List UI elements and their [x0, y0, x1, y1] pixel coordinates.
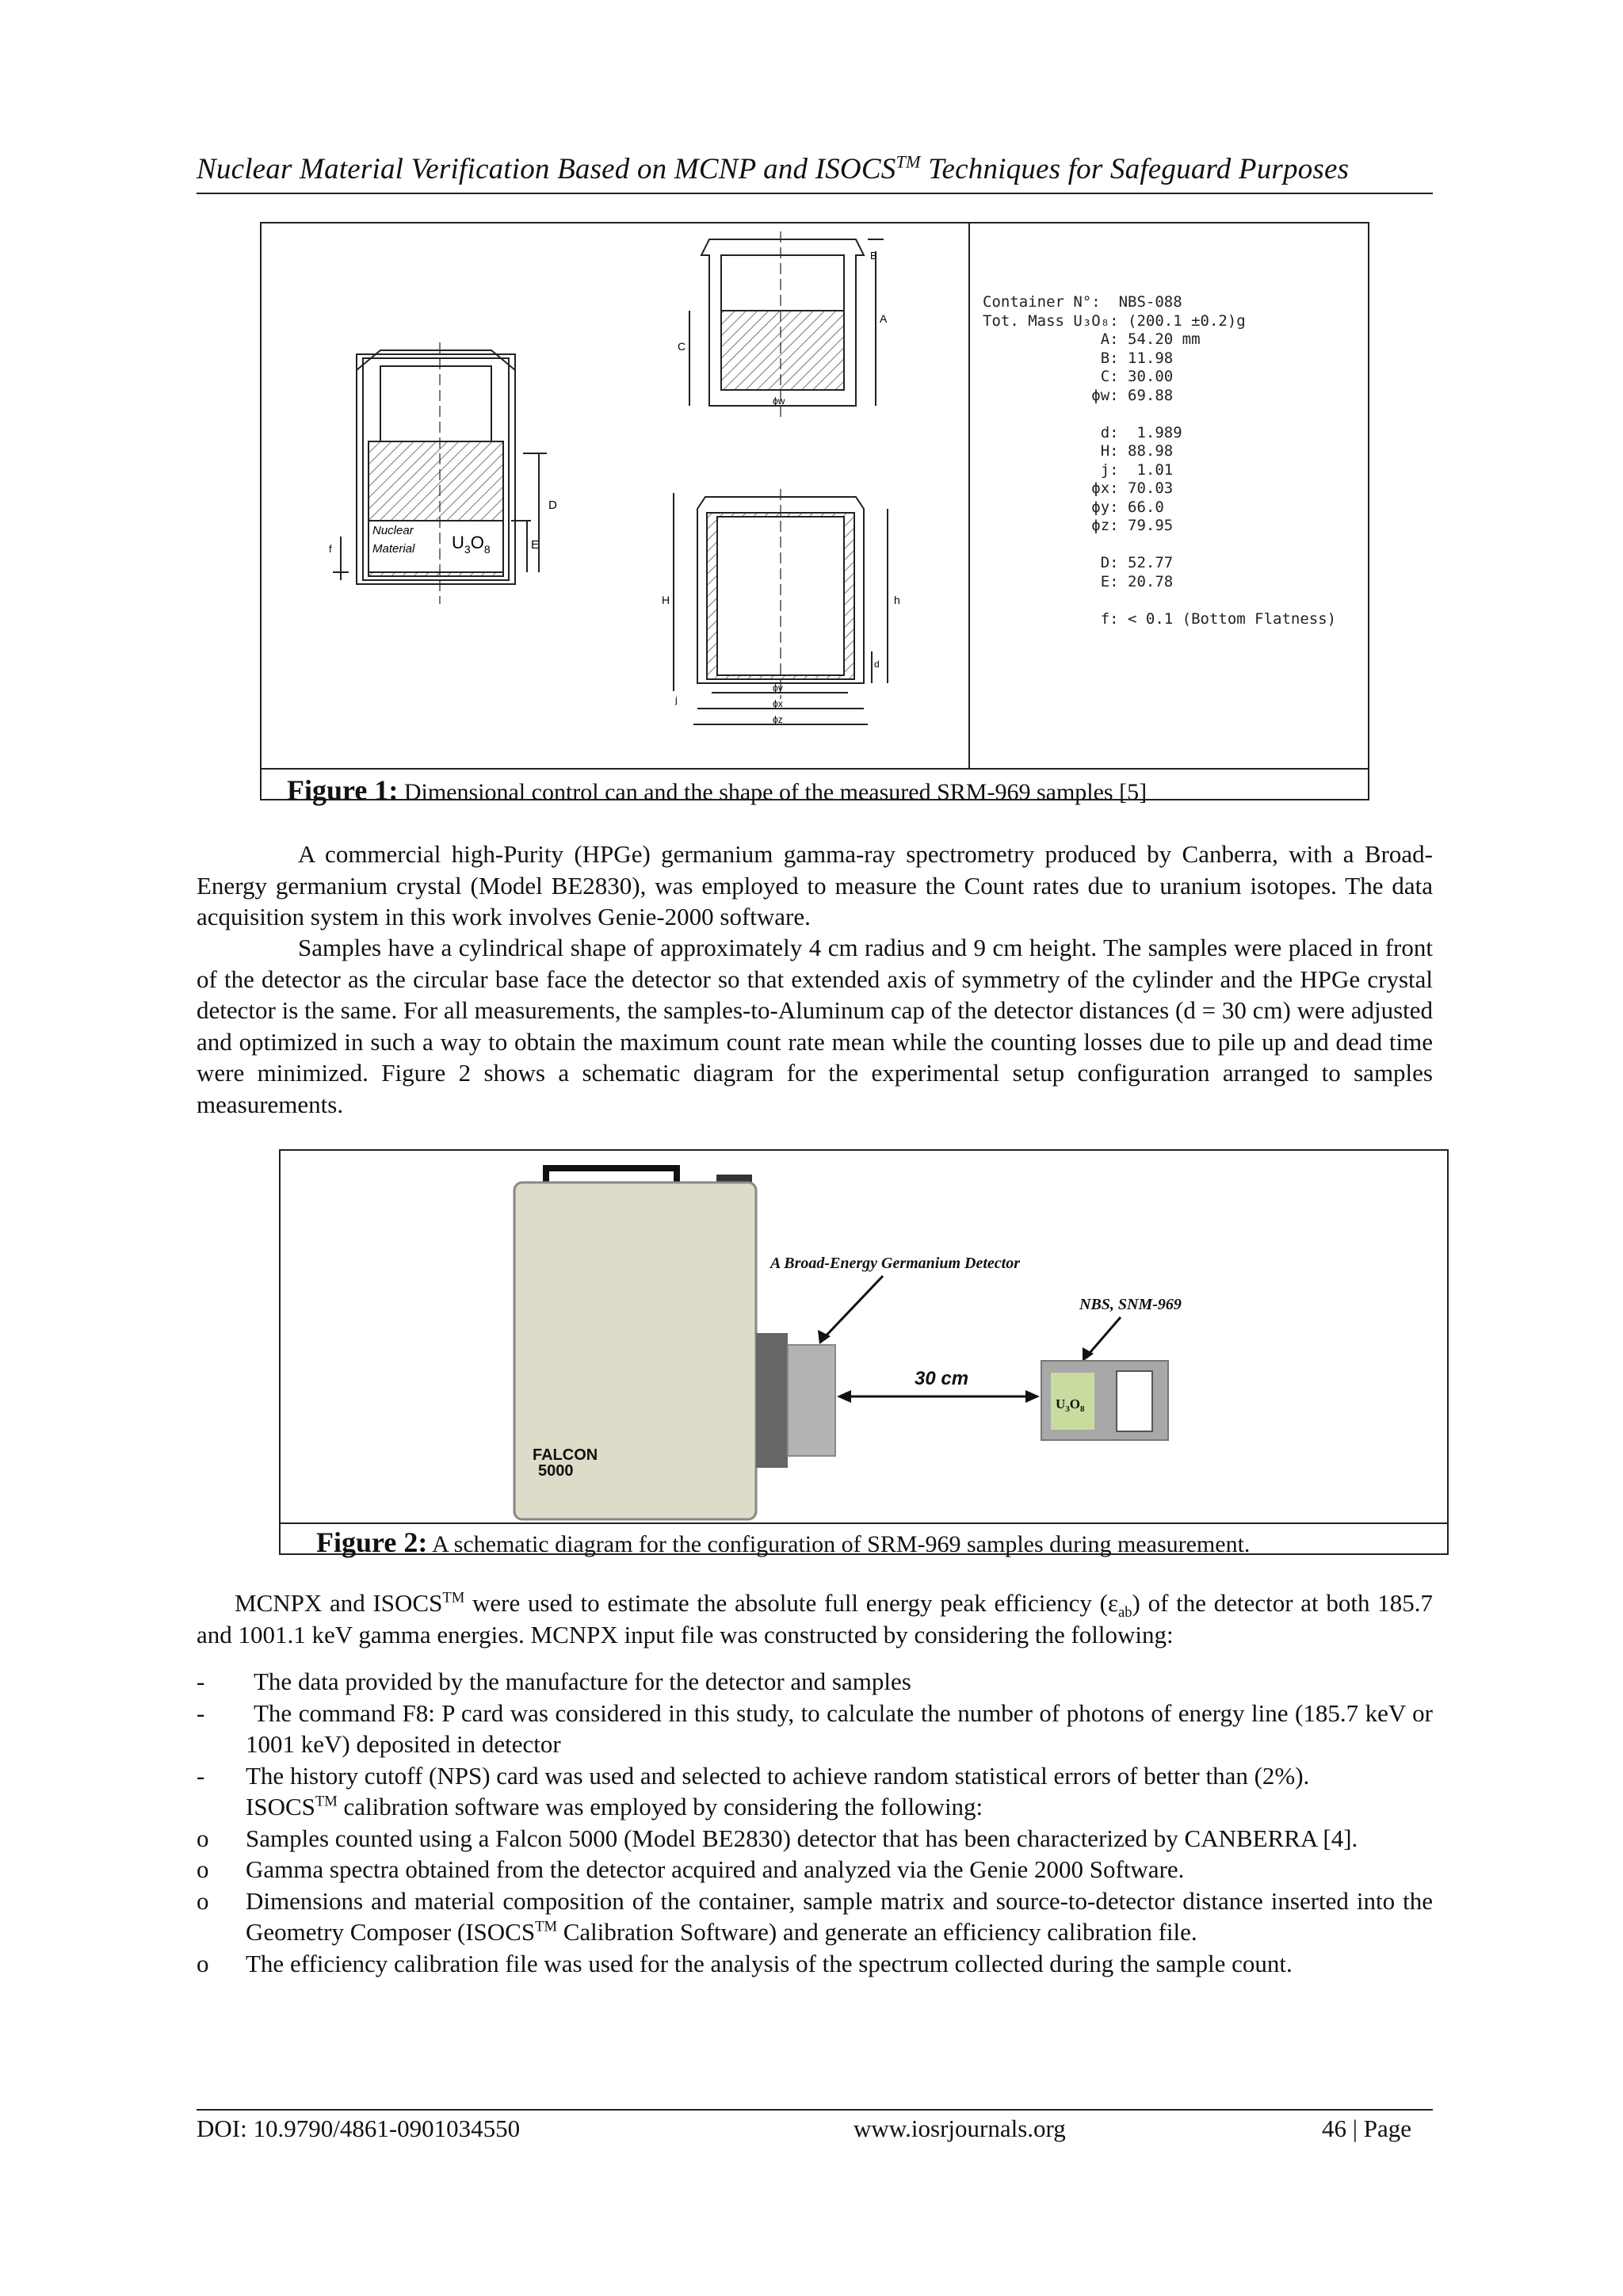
circle-marker: o [197, 1824, 209, 1852]
footer-website: www.iosrjournals.org [854, 2115, 1066, 2142]
figure-1 [260, 222, 1369, 806]
running-header: Nuclear Material Verification Based on MCNP and ISOCS™ Techniques for Safeguard Purposes [197, 151, 1350, 185]
falcon-model-label: 5000 [538, 1462, 574, 1480]
dash-marker: - [197, 1698, 205, 1727]
detector-pointer-arrow [821, 1276, 883, 1341]
spec-line: A: 54.20 mm [983, 330, 1201, 348]
dim-d: d [874, 659, 880, 670]
spec-line: ϕw: 69.88 [983, 386, 1174, 404]
circle-marker: o [197, 1886, 209, 1915]
nuclear-label: Nuclear [372, 524, 414, 537]
sample-can-drawing [333, 342, 547, 604]
spec-line: ϕx: 70.03 [983, 479, 1174, 497]
list-item: o Gamma spectra obtained from the detector acquired and analyzed via the Genie 2000 Software. [197, 1854, 1433, 1885]
dash-marker: - [197, 1668, 205, 1695]
u3o8-label-fig2: $U_3O_8$ [1056, 1396, 1085, 1414]
spec-line: C: 30.00 [983, 368, 1174, 385]
figure-1-caption-rule [262, 768, 1368, 770]
dim-A: A [880, 312, 888, 325]
list-item: o Samples counted using a Falcon 5000 (Model BE2830) detector that has been characterized by CANBERRA [4]. [197, 1823, 1433, 1855]
dim-phi-z: ϕz [773, 714, 783, 725]
paragraph-3: MCNPX and ISOCS™ were used to estimate the absolute full energy peak efficiency $(\varepsilon_{ab})$ of the detector at both 185.7 and 1001.1 keV gamma energies. MCNPX input file was constructed by considering the following: [197, 1589, 1433, 1648]
footer-doi: DOI: 10.9790/4861-0901034550 [197, 2115, 521, 2142]
distance-label: 30 cm [915, 1368, 969, 1389]
spec-line: D: 52.77 [983, 554, 1174, 571]
footer-rule [197, 2109, 1433, 2111]
dim-f: f [329, 543, 332, 555]
list-item: - The command F8: P card was considered in this study, to calculate the number of photons of energy line (185.7 keV or 1001 keV) deposited in detector [197, 1698, 1433, 1758]
falcon-label: FALCON [533, 1446, 598, 1464]
dim-phi-x: ϕx [773, 698, 783, 709]
spec-line: Tot. Mass U₃O₈: (200.1 ±0.2)g [983, 311, 1246, 330]
list-item: - The history cutoff (NPS) card was used and selected to achieve random statistical errors of better than (2%). ISOCS™ calibration software was employed by considering the following: [197, 1761, 1310, 1820]
header-rule [197, 193, 1433, 194]
list-item: - The data provided by the manufacture for the detector and samples [197, 1666, 1433, 1698]
spec-line [983, 405, 1336, 424]
circle-marker: o [197, 1855, 209, 1883]
circle-marker: o [197, 1949, 209, 1977]
dim-C: C [678, 340, 686, 353]
material-label: Material [372, 542, 415, 556]
dim-j: j [675, 694, 678, 705]
dim-B: B [870, 250, 877, 262]
figure-1-divider [968, 223, 970, 768]
figure-2-caption-rule [281, 1522, 1447, 1524]
sample-label: NBS, SNM-969 [1079, 1296, 1182, 1313]
spec-line: d: 1.989 [983, 423, 1182, 441]
u3o8-label-fig1: $U_3O_8$ [452, 533, 491, 556]
detector-label: A Broad-Energy Germanium Detector [770, 1255, 1021, 1272]
figure-2 [279, 1149, 1449, 1558]
spec-line: ϕy: 66.0 [983, 498, 1164, 516]
cap-drawing [689, 231, 884, 418]
dim-phi-y: ϕy [773, 682, 783, 693]
dim-H: H [662, 594, 670, 606]
spec-line: f: < 0.1 (Bottom Flatness) [983, 609, 1337, 628]
paragraph-2: Samples have a cylindrical shape of approximately 4 cm radius and 9 cm height. The samples were placed in front of the detector as the circular base face the detector so that extended axis of symmetry of the cylinder and the HPGe crystal detector is the same. For all measurements, the samples-to-Aluminum cap of the detector distances (d = 30 cm) were adjusted and optimized in such a way to obtain the maximum count rate mean while the counting losses due to pile up and dead time were minimized. Figure 2 shows a schematic diagram for the experimental setup configuration arranged to samples measurements. [197, 934, 1433, 1118]
dim-phi-w: ϕw [773, 395, 785, 407]
spec-line: H: 88.98 [983, 442, 1174, 460]
dash-marker: - [197, 1761, 205, 1790]
figure-2-caption: Figure 2: A schematic diagram for the configuration of SRM-969 samples during measurement. [316, 1526, 1251, 1558]
figure-1-caption: Figure 1: Dimensional control can and the shape of the measured SRM-969 samples [5] [287, 774, 1148, 806]
specifications-list [983, 293, 1336, 628]
dim-h: h [894, 594, 900, 606]
spec-line: E: 20.78 [983, 572, 1174, 590]
spec-line: Container N°: NBS-088 [983, 293, 1182, 311]
spec-line: ϕz: 79.95 [983, 517, 1174, 534]
method-list [197, 1666, 1433, 1979]
figure-2-drawing [281, 1151, 1450, 1522]
dim-D: D [548, 499, 557, 512]
spec-line: j: 1.01 [983, 460, 1174, 479]
spec-line [983, 591, 1336, 610]
list-item: o The efficiency calibration file was used for the analysis of the spectrum collected during the sample count. [197, 1948, 1433, 1980]
spec-line: B: 11.98 [983, 349, 1174, 367]
spec-line [983, 536, 1336, 555]
paragraph-1: A commercial high-Purity (HPGe) germanium gamma-ray spectrometry produced by Canberra, with a Broad-Energy germanium crystal (Model BE2830), was employed to measure the Count rates due to uranium isotopes. The data acquisition system in this work involves Genie-2000 software. [197, 840, 1433, 930]
list-item: o Dimensions and material composition of the container, sample matrix and source-to-detector distance inserted into the Geometry Composer (ISOCS™ Calibration Software) and generate an efficiency calibration file. [197, 1886, 1433, 1946]
dim-E: E [531, 538, 540, 552]
footer-page-number: 46 | Page [1322, 2115, 1411, 2142]
